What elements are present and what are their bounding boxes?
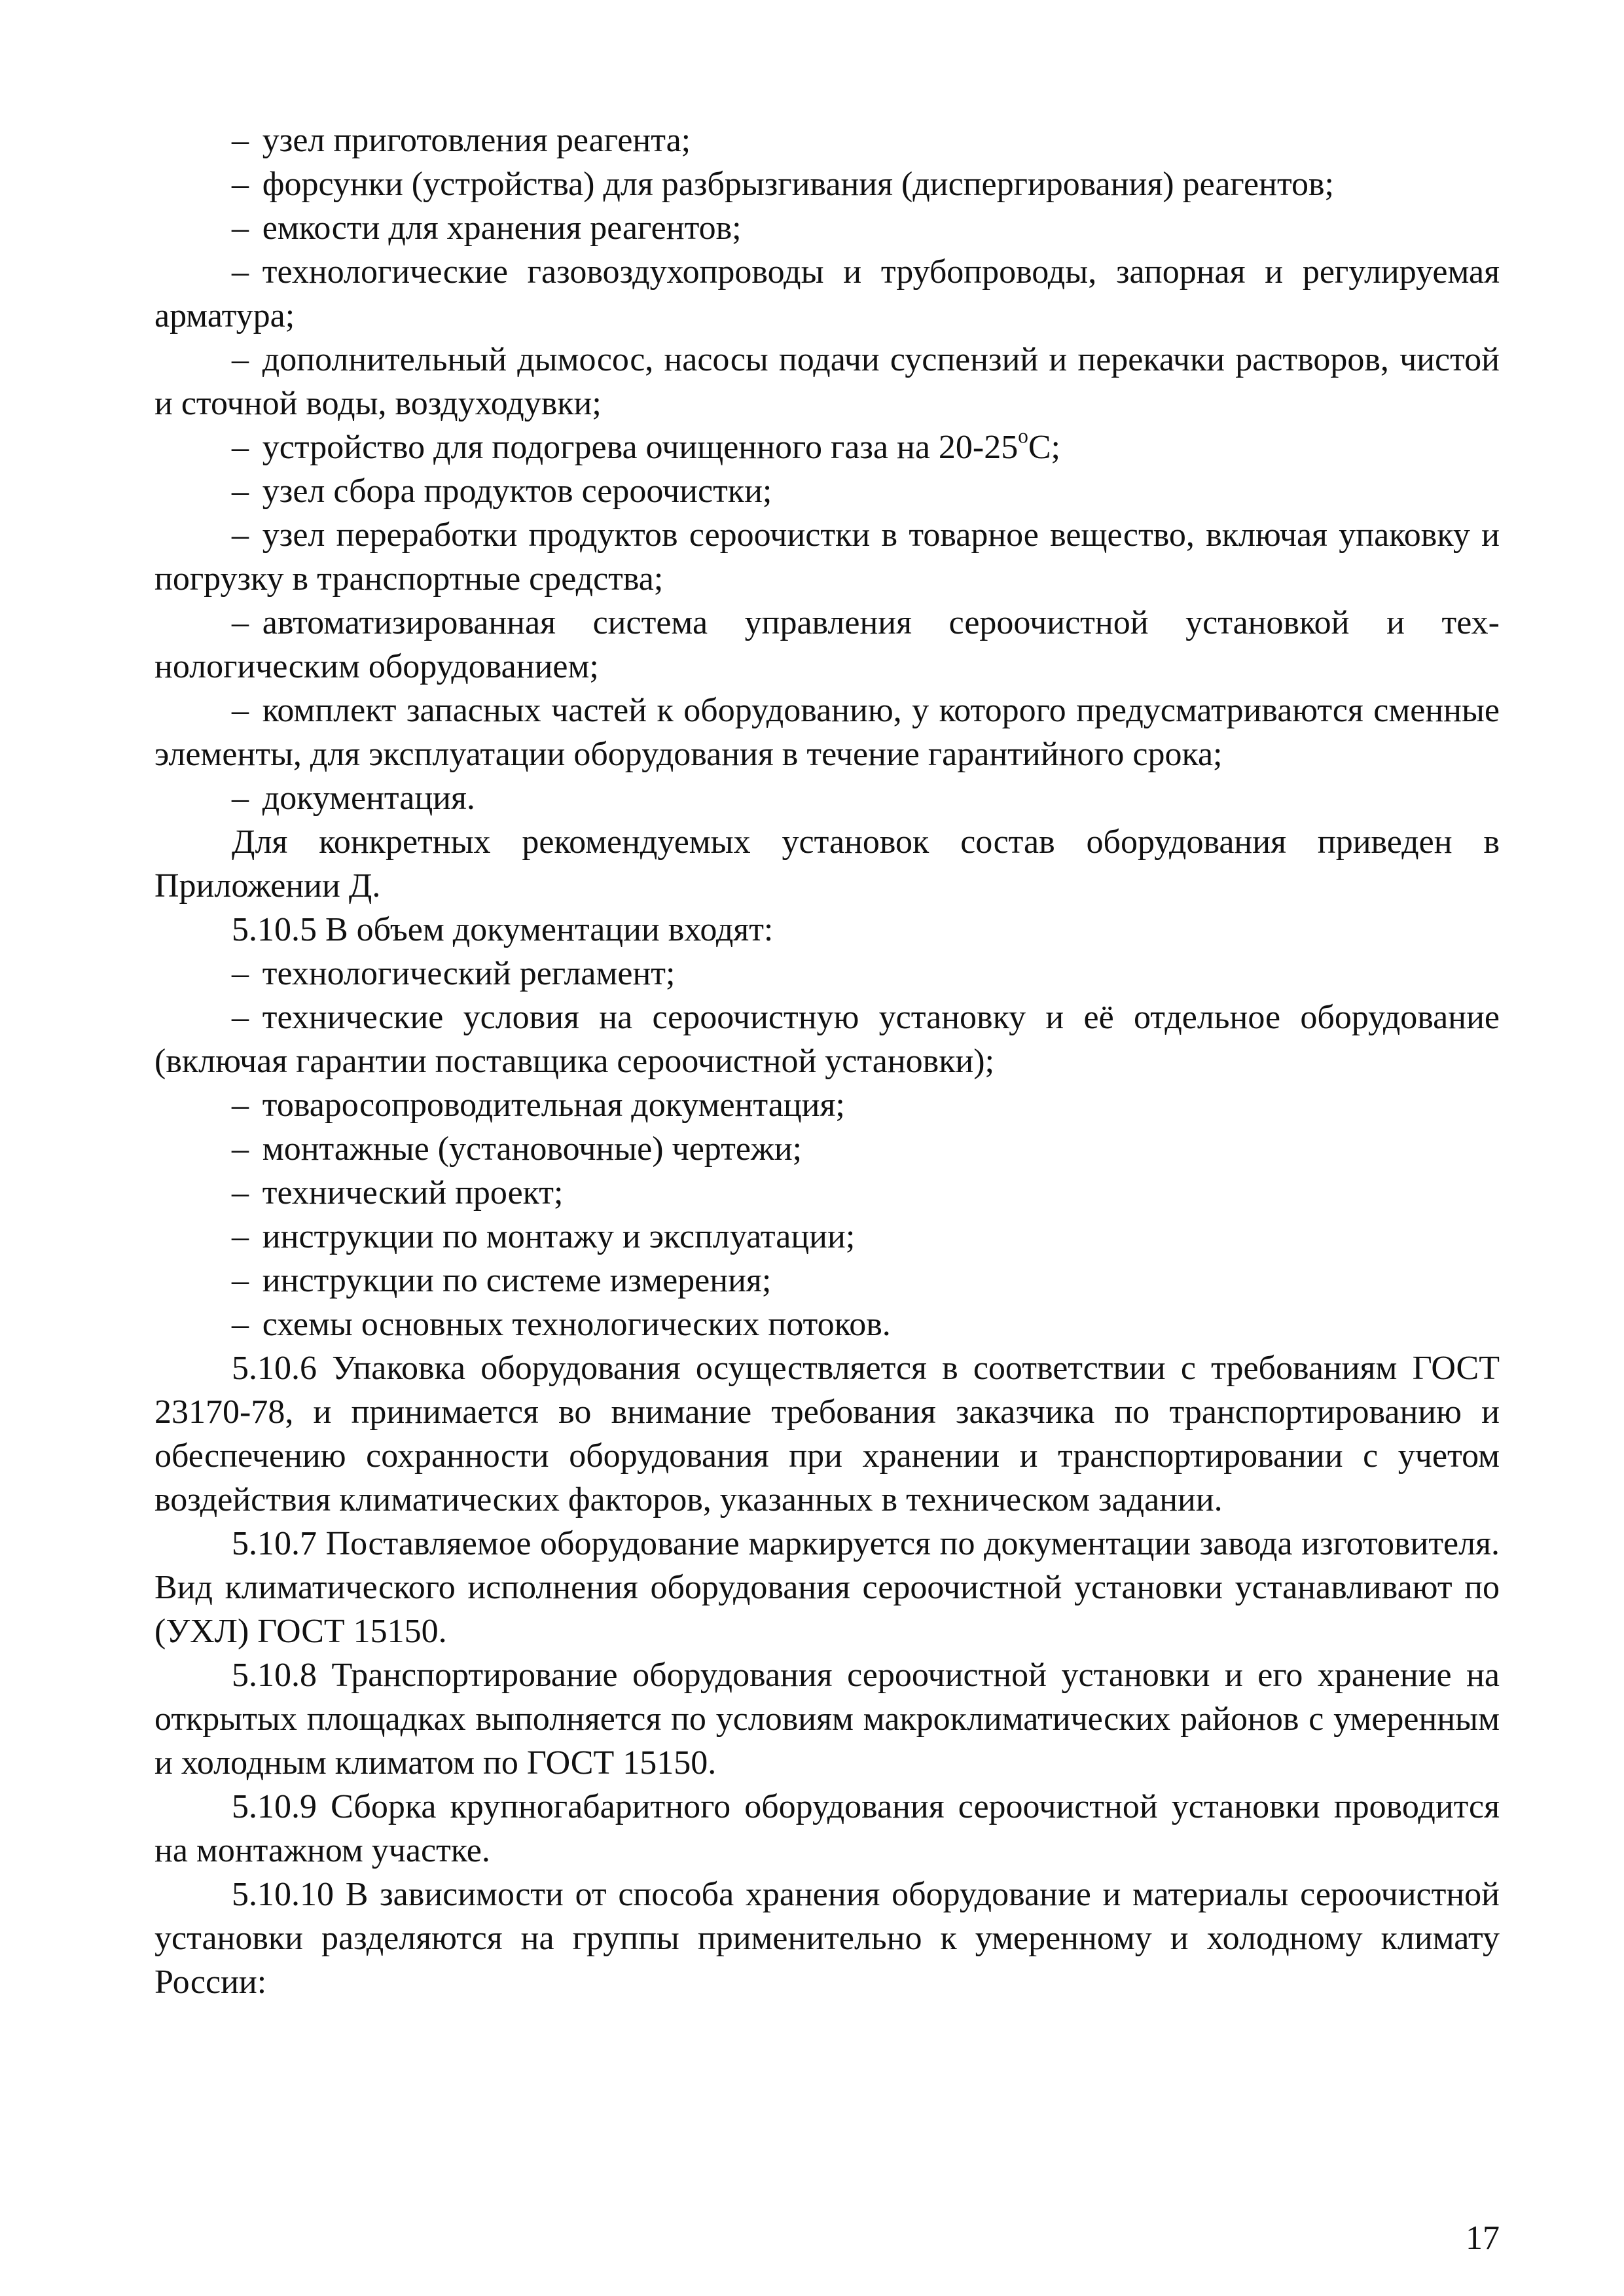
list-item-text: технологические газовоздухопроводы и трубопроводы, запорная и регулируемая арматура; <box>154 253 1500 334</box>
list-item-text: узел переработки продуктов сероочистки в товарное вещество, включая упаковку и погрузку в транспортные средства; <box>154 516 1500 598</box>
list-item-text: автоматизированная система управления сероочистной установкой и технологическим оборудованием; <box>154 604 1500 685</box>
list-item-text: товаросопроводительная документация; <box>262 1086 845 1124</box>
list-item <box>154 118 1500 162</box>
dash-marker: – <box>232 1130 249 1168</box>
section-5-10-10: 5.10.10 В зависимости от способа хранения оборудование и материалы сероочистной установки разделяются на группы применительно к умеренному и холодному климату России: <box>154 1876 1500 2001</box>
list-item <box>154 469 1500 513</box>
page-number: 17 <box>1466 2219 1500 2257</box>
list-item-text-tail: С; <box>1028 429 1060 466</box>
list-item-text: инструкции по системе измерения; <box>262 1262 772 1299</box>
list-item <box>154 1215 1500 1259</box>
list-item <box>154 513 1500 601</box>
list-item <box>154 1127 1500 1171</box>
dash-marker: – <box>232 1174 249 1211</box>
degree-sign: о <box>1018 424 1028 448</box>
list-item <box>154 338 1500 425</box>
dash-marker: – <box>232 1306 249 1343</box>
list-item-text: дополнительный дымосос, насосы подачи суспензий и перекачки растворов, чистой и сточной воды, воздуходувки; <box>154 341 1500 422</box>
list-item-text: форсунки (устройства) для разбрызгивания (диспергирования) реагентов; <box>262 166 1334 203</box>
dash-marker: – <box>232 166 249 203</box>
list-item-text: емкости для хранения реагентов; <box>262 209 742 247</box>
section-5-10-7: 5.10.7 Поставляемое оборудование маркируется по документации завода изготовителя. Вид климатического исполнения оборудования сероочистной установки устанавливают по (УХЛ) ГОСТ 15150. <box>154 1525 1500 1650</box>
dash-marker: – <box>232 1086 249 1124</box>
dash-marker: – <box>232 955 249 992</box>
list-item <box>154 1302 1500 1346</box>
list-item <box>154 689 1500 776</box>
list-item <box>154 996 1500 1083</box>
list-item-text: узел сбора продуктов сероочистки; <box>262 473 772 510</box>
list-item <box>154 1083 1500 1127</box>
list-item <box>154 776 1500 820</box>
list-item <box>154 1171 1500 1215</box>
list-item-text: технический проект; <box>262 1174 564 1211</box>
list-item-text: инструкции по монтажу и эксплуатации; <box>262 1218 856 1255</box>
section-5-10-6: 5.10.6 Упаковка оборудования осуществляется в соответствии с требованиям ГОСТ 23170-78, и принимается во внимание требования заказчика по транспортированию и обеспечению сохранности оборудования при хранении и транспортировании с учетом воздействия климатических факторов, указанных в техническом задании. <box>154 1350 1500 1518</box>
list-item-text: узел приготовления реагента; <box>262 122 691 159</box>
list-item <box>154 250 1500 338</box>
dash-marker: – <box>232 1218 249 1255</box>
dash-marker: – <box>232 209 249 247</box>
list-item-text: устройство для подогрева очищенного газа на 20-25 <box>262 429 1019 466</box>
dash-marker: – <box>232 429 249 466</box>
dash-marker: – <box>232 473 249 510</box>
list-item-text: технические условия на сероочистную установку и её отдельное оборудование (включая гарантии поставщика сероочистной установки); <box>154 999 1500 1080</box>
list-item-text: схемы основных технологических потоков. <box>262 1306 891 1343</box>
list-item <box>154 162 1500 206</box>
list-item <box>154 425 1500 469</box>
list-item-text: технологический регламент; <box>262 955 676 992</box>
dash-marker: – <box>232 780 249 817</box>
dash-marker: – <box>232 253 249 291</box>
dash-marker: – <box>232 1262 249 1299</box>
list-item <box>154 1259 1500 1302</box>
dash-marker: – <box>232 692 249 729</box>
dash-marker: – <box>232 122 249 159</box>
paragraph: Для конкретных рекомендуемых установок состав оборудования приведен в Приложении Д. <box>154 823 1500 905</box>
list-item <box>154 952 1500 996</box>
list-item-text: монтажные (установочные) чертежи; <box>262 1130 803 1168</box>
dash-marker: – <box>232 341 249 378</box>
list-item-text: документация. <box>262 780 475 817</box>
list-item <box>154 601 1500 689</box>
body-text <box>154 118 1500 2004</box>
section-5-10-8: 5.10.8 Транспортирование оборудования сероочистной установки и его хранение на открытых площадках выполняется по условиям макроклиматических районов с умеренным и холодным климатом по ГОСТ 15150. <box>154 1657 1500 1782</box>
section-5-10-9: 5.10.9 Сборка крупногабаритного оборудования сероочистной установки проводится на монтажном участке. <box>154 1788 1500 1869</box>
dash-marker: – <box>232 604 249 641</box>
section-5-10-5: 5.10.5 В объем документации входят: <box>232 911 774 948</box>
list-item-text: комплект запасных частей к оборудованию, у которого предусматриваются сменные элементы, для эксплуатации оборудования в течение гарантийного срока; <box>154 692 1500 773</box>
dash-marker: – <box>232 516 249 554</box>
dash-marker: – <box>232 999 249 1036</box>
list-item <box>154 206 1500 250</box>
